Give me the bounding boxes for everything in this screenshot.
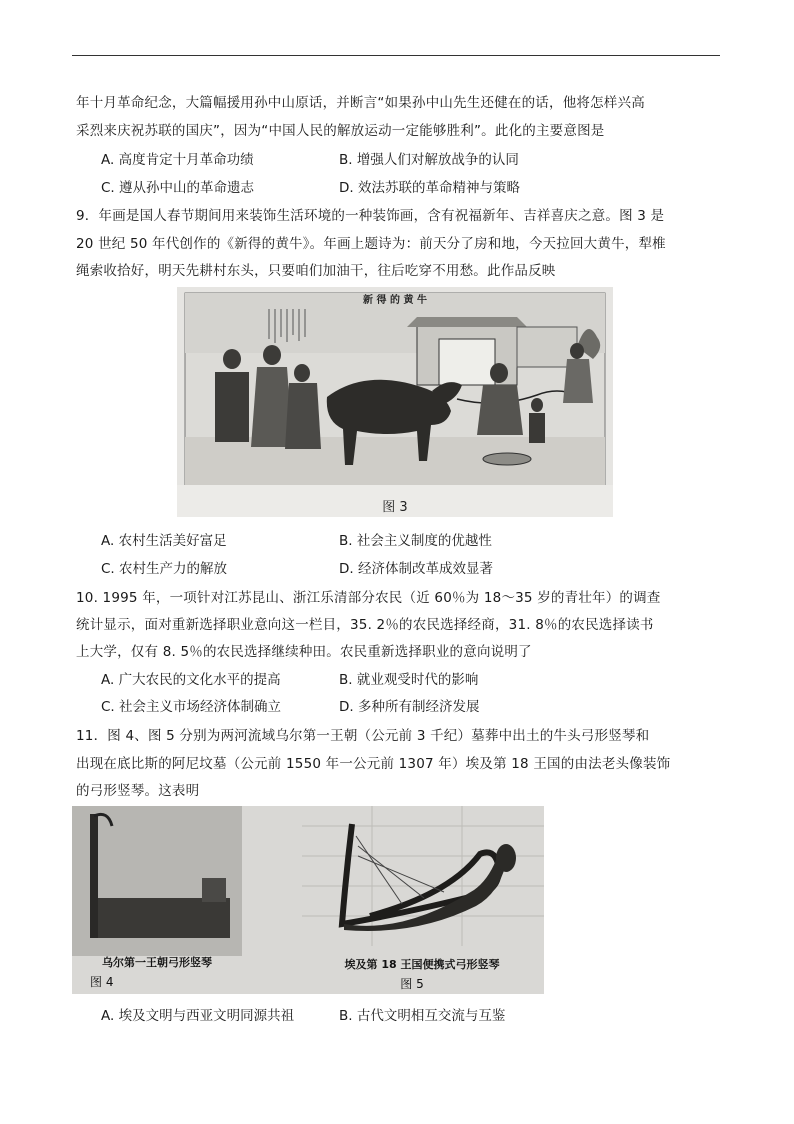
q9-text-line-3: 绳索收拾好，明天先耕村东头，只要咱们加油干，往后吃穿不用愁。此作品反映 (76, 263, 556, 279)
q10-text-line-3: 上大学，仅有 8. 5％的农民选择继续种田。农民重新选择职业的意向说明了 (76, 644, 532, 660)
q10-option-b: B. 就业观受时代的影响 (339, 672, 479, 688)
q9-option-d: D. 经济体制改革成效显著 (339, 561, 493, 577)
q10-option-d: D. 多种所有制经济发展 (339, 699, 480, 715)
figure-5-label: 埃及第 18 王国便携式弓形竖琴 (344, 958, 500, 971)
header-rule (72, 55, 720, 56)
q10-text-line-2: 统计显示，面对重新选择职业意向这一栏目，35. 2％的农民选择经商，31. 8％的农民选择读书 (76, 617, 654, 633)
figure-4-caption: 图 4 (90, 975, 114, 989)
q8-text-line-1: 年十月革命纪念，大篇幅援用孙中山原话，并断言“如果孙中山先生还健在的话，他将怎样兴高 (76, 95, 645, 111)
q8-text-line-2: 采烈来庆祝苏联的国庆”，因为“中国人民的解放运动一定能够胜利”。此化的主要意图是 (76, 123, 605, 139)
q9-text-line-1: 9．年画是国人春节期间用来装饰生活环境的一种装饰画，含有祝福新年、吉祥喜庆之意。图 3 是 (76, 208, 665, 224)
figure-4-label: 乌尔第一王朝弓形竖琴 (102, 956, 212, 969)
q8-option-b: B. 增强人们对解放战争的认同 (339, 152, 519, 168)
q9-option-c: C. 农村生产力的解放 (101, 561, 228, 577)
q10-option-a: A. 广大农民的文化水平的提高 (101, 672, 281, 688)
figures-4-5-harps (72, 806, 544, 994)
figures-4-5-illustration (72, 806, 544, 994)
q11-text-line-1: 11．图 4、图 5 分别为两河流域乌尔第一王朝（公元前 3 千纪）墓葬中出土的牛头弓形竖琴和 (76, 728, 650, 744)
q8-option-a: A. 高度肯定十月革命功绩 (101, 152, 254, 168)
q9-text-line-2: 20 世纪 50 年代创作的《新得的黄牛》。年画上题诗为：前天分了房和地，今天拉回大黄牛，犁椎 (76, 236, 666, 252)
q11-option-b: B. 古代文明相互交流与互鉴 (339, 1008, 506, 1024)
figure-3-illustration (177, 287, 613, 517)
q11-option-a: A. 埃及文明与西亚文明同源共祖 (101, 1008, 295, 1024)
q10-option-c: C. 社会主义市场经济体制确立 (101, 699, 282, 715)
q9-option-a: A. 农村生活美好富足 (101, 533, 227, 549)
figure-3-caption: 图 3 (382, 500, 408, 515)
q10-text-line-1: 10. 1995 年，一项针对江苏昆山、浙江乐清部分农民（近 60％为 18～35 岁的青壮年）的调查 (76, 590, 661, 606)
figure-3-new-year-painting (177, 287, 613, 517)
q11-text-line-2: 出现在底比斯的阿尼坟墓（公元前 1550 年一公元前 1307 年）埃及第 18 王国的由法老头像装饰 (76, 756, 671, 772)
q8-option-d: D. 效法苏联的革命精神与策略 (339, 180, 520, 196)
q8-option-c: C. 遵从孙中山的革命遗志 (101, 180, 255, 196)
q9-option-b: B. 社会主义制度的优越性 (339, 533, 492, 549)
figure-3-title: 新 得 的 黄 牛 (363, 295, 427, 306)
figure-5-caption: 图 5 (400, 977, 424, 991)
q11-text-line-3: 的弓形竖琴。这表明 (76, 783, 200, 799)
